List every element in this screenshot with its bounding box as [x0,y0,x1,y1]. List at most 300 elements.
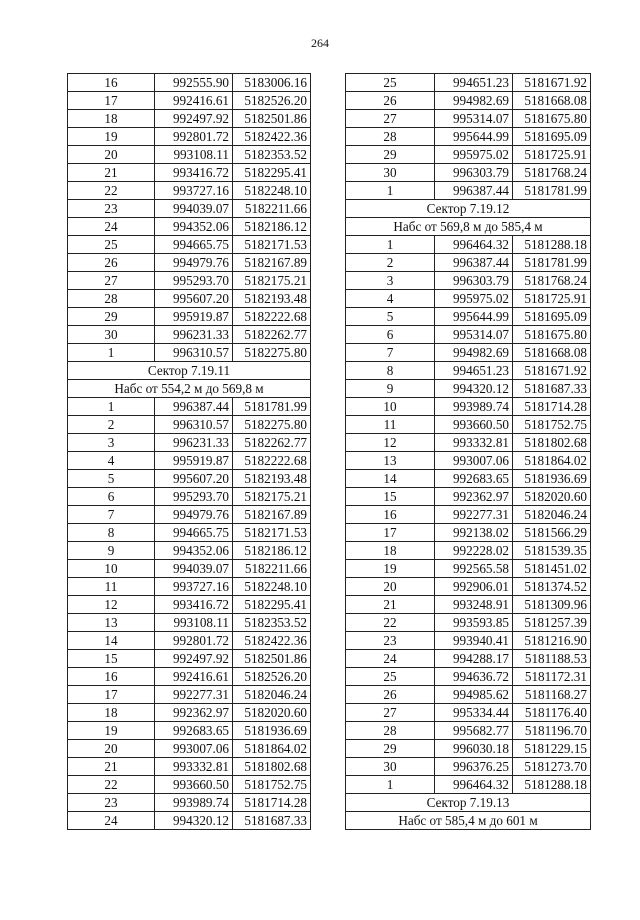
table-row [346,416,591,434]
x-coordinate-cell: 995607.20 [155,470,233,488]
point-number-cell: 8 [68,524,155,542]
point-number-cell: 21 [68,758,155,776]
point-number-cell: 20 [68,146,155,164]
table-row [346,614,591,632]
x-coordinate-cell: 996387.44 [435,182,513,200]
x-coordinate-cell: 993660.50 [435,416,513,434]
point-number-cell: 3 [346,272,435,290]
table-row [346,740,591,758]
x-coordinate-cell: 993007.06 [155,740,233,758]
x-coordinate-cell: 994039.07 [155,200,233,218]
point-number-cell: 14 [346,470,435,488]
point-number-cell: 22 [68,182,155,200]
table-row [68,416,311,434]
y-coordinate-cell: 5182248.10 [233,182,311,200]
table-row [68,632,311,650]
point-number-cell: 28 [346,128,435,146]
x-coordinate-cell: 992362.97 [155,704,233,722]
y-coordinate-cell: 5182193.48 [233,470,311,488]
x-coordinate-cell: 992277.31 [435,506,513,524]
table-row [346,380,591,398]
table-row [346,758,591,776]
point-number-cell: 23 [68,200,155,218]
point-number-cell: 18 [346,542,435,560]
table-row [68,524,311,542]
x-coordinate-cell: 994982.69 [435,92,513,110]
point-number-cell: 2 [68,416,155,434]
table-row [346,488,591,506]
point-number-cell: 29 [68,308,155,326]
table-row [68,254,311,272]
y-coordinate-cell: 5181802.68 [233,758,311,776]
y-coordinate-cell: 5181288.18 [513,776,591,794]
x-coordinate-cell: 996310.57 [155,416,233,434]
y-coordinate-cell: 5181781.99 [513,254,591,272]
sector-height-range: Набс от 554,2 м до 569,8 м [68,380,311,398]
point-number-cell: 19 [346,560,435,578]
y-coordinate-cell: 5181695.09 [513,128,591,146]
y-coordinate-cell: 5182353.52 [233,146,311,164]
y-coordinate-cell: 5181725.91 [513,146,591,164]
y-coordinate-cell: 5181714.28 [233,794,311,812]
x-coordinate-cell: 992138.02 [435,524,513,542]
table-row [346,776,591,794]
y-coordinate-cell: 5181864.02 [233,740,311,758]
x-coordinate-cell: 994651.23 [435,362,513,380]
point-number-cell: 10 [68,560,155,578]
point-number-cell: 24 [346,650,435,668]
table-row [68,470,311,488]
y-coordinate-cell: 5182353.52 [233,614,311,632]
table-row [346,560,591,578]
table-row [68,92,311,110]
x-coordinate-cell: 996303.79 [435,272,513,290]
y-coordinate-cell: 5181257.39 [513,614,591,632]
y-coordinate-cell: 5182262.77 [233,326,311,344]
y-coordinate-cell: 5181725.91 [513,290,591,308]
point-number-cell: 6 [346,326,435,344]
x-coordinate-cell: 996231.33 [155,434,233,452]
x-coordinate-cell: 993727.16 [155,578,233,596]
table-row [346,308,591,326]
point-number-cell: 22 [346,614,435,632]
y-coordinate-cell: 5181752.75 [233,776,311,794]
x-coordinate-cell: 994979.76 [155,254,233,272]
y-coordinate-cell: 5181768.24 [513,164,591,182]
table-row [68,128,311,146]
point-number-cell: 15 [68,650,155,668]
y-coordinate-cell: 5182222.68 [233,452,311,470]
x-coordinate-cell: 993940.41 [435,632,513,650]
table-row [346,578,591,596]
y-coordinate-cell: 5182295.41 [233,596,311,614]
point-number-cell: 19 [68,722,155,740]
table-row [346,542,591,560]
point-number-cell: 24 [68,812,155,830]
table-row [346,272,591,290]
point-number-cell: 28 [346,722,435,740]
sector-title: Сектор 7.19.12 [346,200,591,218]
point-number-cell: 9 [346,380,435,398]
y-coordinate-cell: 5181864.02 [513,452,591,470]
x-coordinate-cell: 995314.07 [435,110,513,128]
y-coordinate-cell: 5181229.15 [513,740,591,758]
x-coordinate-cell: 993660.50 [155,776,233,794]
table-row [68,290,311,308]
point-number-cell: 10 [346,398,435,416]
y-coordinate-cell: 5182186.12 [233,542,311,560]
sector-title-row [68,362,311,380]
x-coordinate-cell: 992416.61 [155,668,233,686]
table-row [68,542,311,560]
y-coordinate-cell: 5181675.80 [513,326,591,344]
table-row [68,560,311,578]
y-coordinate-cell: 5181781.99 [513,182,591,200]
table-row [68,740,311,758]
table-row [346,506,591,524]
y-coordinate-cell: 5182211.66 [233,200,311,218]
point-number-cell: 21 [346,596,435,614]
y-coordinate-cell: 5182501.86 [233,110,311,128]
table-row [68,614,311,632]
table-row [68,812,311,830]
x-coordinate-cell: 993989.74 [155,794,233,812]
y-coordinate-cell: 5182175.21 [233,488,311,506]
x-coordinate-cell: 994665.75 [155,236,233,254]
point-number-cell: 19 [68,128,155,146]
y-coordinate-cell: 5181451.02 [513,560,591,578]
point-number-cell: 16 [346,506,435,524]
point-number-cell: 26 [68,254,155,272]
x-coordinate-cell: 992683.65 [155,722,233,740]
table-row [346,596,591,614]
point-number-cell: 29 [346,740,435,758]
point-number-cell: 17 [68,686,155,704]
point-number-cell: 23 [68,794,155,812]
x-coordinate-cell: 995682.77 [435,722,513,740]
x-coordinate-cell: 992277.31 [155,686,233,704]
table-row [68,578,311,596]
point-number-cell: 1 [346,776,435,794]
table-row [346,686,591,704]
point-number-cell: 18 [68,704,155,722]
y-coordinate-cell: 5181936.69 [513,470,591,488]
point-number-cell: 6 [68,488,155,506]
x-coordinate-cell: 996310.57 [155,344,233,362]
table-row [346,398,591,416]
y-coordinate-cell: 5182171.53 [233,236,311,254]
table-row [68,704,311,722]
point-number-cell: 27 [346,110,435,128]
x-coordinate-cell: 995644.99 [435,128,513,146]
y-coordinate-cell: 5182526.20 [233,668,311,686]
y-coordinate-cell: 5181668.08 [513,92,591,110]
table-row [68,398,311,416]
point-number-cell: 30 [346,758,435,776]
table-row [346,650,591,668]
point-number-cell: 1 [346,182,435,200]
y-coordinate-cell: 5181539.35 [513,542,591,560]
y-coordinate-cell: 5181687.33 [513,380,591,398]
y-coordinate-cell: 5182422.36 [233,632,311,650]
point-number-cell: 12 [68,596,155,614]
point-number-cell: 11 [346,416,435,434]
y-coordinate-cell: 5181168.27 [513,686,591,704]
y-coordinate-cell: 5182167.89 [233,254,311,272]
point-number-cell: 25 [346,74,435,92]
table-row [346,164,591,182]
point-number-cell: 17 [68,92,155,110]
x-coordinate-cell: 993593.85 [435,614,513,632]
coordinates-table-right [345,73,591,830]
table-row [346,452,591,470]
y-coordinate-cell: 5181781.99 [233,398,311,416]
point-number-cell: 5 [68,470,155,488]
y-coordinate-cell: 5181675.80 [513,110,591,128]
sector-title: Сектор 7.19.11 [68,362,311,380]
table-row [346,434,591,452]
y-coordinate-cell: 5181216.90 [513,632,591,650]
table-row [346,182,591,200]
x-coordinate-cell: 992416.61 [155,92,233,110]
x-coordinate-cell: 993332.81 [155,758,233,776]
table-row [68,272,311,290]
x-coordinate-cell: 994039.07 [155,560,233,578]
sector-height-range: Набс от 585,4 м до 601 м [346,812,591,830]
point-number-cell: 20 [346,578,435,596]
point-number-cell: 22 [68,776,155,794]
table-row [68,722,311,740]
table-row [346,110,591,128]
x-coordinate-cell: 992555.90 [155,74,233,92]
y-coordinate-cell: 5181288.18 [513,236,591,254]
y-coordinate-cell: 5181566.29 [513,524,591,542]
x-coordinate-cell: 992565.58 [435,560,513,578]
y-coordinate-cell: 5182193.48 [233,290,311,308]
point-number-cell: 30 [68,326,155,344]
x-coordinate-cell: 996030.18 [435,740,513,758]
x-coordinate-cell: 996387.44 [435,254,513,272]
y-coordinate-cell: 5181176.40 [513,704,591,722]
table-row [68,488,311,506]
x-coordinate-cell: 996387.44 [155,398,233,416]
x-coordinate-cell: 996464.32 [435,776,513,794]
sector-height-range: Набс от 569,8 м до 585,4 м [346,218,591,236]
x-coordinate-cell: 992801.72 [155,632,233,650]
point-number-cell: 17 [346,524,435,542]
y-coordinate-cell: 5182262.77 [233,434,311,452]
y-coordinate-cell: 5181309.96 [513,596,591,614]
page-number: 264 [311,36,329,50]
point-number-cell: 13 [346,452,435,470]
table-row [68,218,311,236]
table-row [346,74,591,92]
y-coordinate-cell: 5181671.92 [513,74,591,92]
x-coordinate-cell: 996303.79 [435,164,513,182]
point-number-cell: 1 [346,236,435,254]
table-row [68,668,311,686]
x-coordinate-cell: 993416.72 [155,596,233,614]
point-number-cell: 7 [68,506,155,524]
y-coordinate-cell: 5181196.70 [513,722,591,740]
table-row [346,704,591,722]
point-number-cell: 16 [68,668,155,686]
x-coordinate-cell: 993727.16 [155,182,233,200]
table-row [68,182,311,200]
sector-title-row [346,794,591,812]
x-coordinate-cell: 994665.75 [155,524,233,542]
y-coordinate-cell: 5182046.24 [513,506,591,524]
point-number-cell: 28 [68,290,155,308]
y-coordinate-cell: 5182171.53 [233,524,311,542]
point-number-cell: 25 [346,668,435,686]
x-coordinate-cell: 992683.65 [435,470,513,488]
table-row [68,308,311,326]
x-coordinate-cell: 992497.92 [155,110,233,128]
point-number-cell: 20 [68,740,155,758]
x-coordinate-cell: 993108.11 [155,614,233,632]
x-coordinate-cell: 994636.72 [435,668,513,686]
x-coordinate-cell: 995919.87 [155,452,233,470]
point-number-cell: 27 [346,704,435,722]
table-row [68,110,311,128]
point-number-cell: 2 [346,254,435,272]
point-number-cell: 4 [68,452,155,470]
point-number-cell: 4 [346,290,435,308]
table-row [68,434,311,452]
table-row [346,668,591,686]
y-coordinate-cell: 5183006.16 [233,74,311,92]
point-number-cell: 11 [68,578,155,596]
table-row [68,452,311,470]
x-coordinate-cell: 994288.17 [435,650,513,668]
y-coordinate-cell: 5181768.24 [513,272,591,290]
x-coordinate-cell: 992362.97 [435,488,513,506]
table-row [68,200,311,218]
x-coordinate-cell: 995975.02 [435,146,513,164]
table-row [346,344,591,362]
point-number-cell: 26 [346,92,435,110]
table-row [346,524,591,542]
table-row [68,758,311,776]
point-number-cell: 12 [346,434,435,452]
point-number-cell: 7 [346,344,435,362]
table-row [68,146,311,164]
y-coordinate-cell: 5181752.75 [513,416,591,434]
table-row [68,776,311,794]
point-number-cell: 25 [68,236,155,254]
x-coordinate-cell: 996376.25 [435,758,513,776]
coordinates-table-left [67,73,311,830]
point-number-cell: 13 [68,614,155,632]
x-coordinate-cell: 995919.87 [155,308,233,326]
x-coordinate-cell: 995607.20 [155,290,233,308]
x-coordinate-cell: 993416.72 [155,164,233,182]
y-coordinate-cell: 5182222.68 [233,308,311,326]
x-coordinate-cell: 995334.44 [435,704,513,722]
x-coordinate-cell: 993108.11 [155,146,233,164]
x-coordinate-cell: 992906.01 [435,578,513,596]
table-row [68,74,311,92]
sector-range-row [346,812,591,830]
x-coordinate-cell: 992497.92 [155,650,233,668]
x-coordinate-cell: 993332.81 [435,434,513,452]
x-coordinate-cell: 994982.69 [435,344,513,362]
table-row [346,722,591,740]
y-coordinate-cell: 5182175.21 [233,272,311,290]
point-number-cell: 16 [68,74,155,92]
table-row [346,290,591,308]
table-row [68,596,311,614]
sector-title: Сектор 7.19.13 [346,794,591,812]
x-coordinate-cell: 994352.06 [155,542,233,560]
y-coordinate-cell: 5181188.53 [513,650,591,668]
x-coordinate-cell: 995644.99 [435,308,513,326]
table-row [68,506,311,524]
y-coordinate-cell: 5182046.24 [233,686,311,704]
table-row [346,128,591,146]
sector-range-row [68,380,311,398]
sector-range-row [346,218,591,236]
y-coordinate-cell: 5182211.66 [233,560,311,578]
table-row [68,794,311,812]
y-coordinate-cell: 5181687.33 [233,812,311,830]
x-coordinate-cell: 995314.07 [435,326,513,344]
x-coordinate-cell: 995975.02 [435,290,513,308]
point-number-cell: 3 [68,434,155,452]
point-number-cell: 8 [346,362,435,380]
table-row [346,254,591,272]
table-row [68,236,311,254]
y-coordinate-cell: 5181172.31 [513,668,591,686]
point-number-cell: 24 [68,218,155,236]
table-row [346,362,591,380]
x-coordinate-cell: 993248.91 [435,596,513,614]
point-number-cell: 27 [68,272,155,290]
point-number-cell: 14 [68,632,155,650]
y-coordinate-cell: 5181695.09 [513,308,591,326]
table-row [346,632,591,650]
x-coordinate-cell: 993989.74 [435,398,513,416]
x-coordinate-cell: 994352.06 [155,218,233,236]
y-coordinate-cell: 5182167.89 [233,506,311,524]
x-coordinate-cell: 994985.62 [435,686,513,704]
x-coordinate-cell: 994320.12 [155,812,233,830]
point-number-cell: 23 [346,632,435,650]
point-number-cell: 5 [346,308,435,326]
sector-title-row [346,200,591,218]
x-coordinate-cell: 994651.23 [435,74,513,92]
point-number-cell: 18 [68,110,155,128]
x-coordinate-cell: 995293.70 [155,272,233,290]
x-coordinate-cell: 994320.12 [435,380,513,398]
y-coordinate-cell: 5182422.36 [233,128,311,146]
point-number-cell: 30 [346,164,435,182]
point-number-cell: 1 [68,344,155,362]
point-number-cell: 21 [68,164,155,182]
y-coordinate-cell: 5181374.52 [513,578,591,596]
table-row [346,92,591,110]
y-coordinate-cell: 5182501.86 [233,650,311,668]
table-row [68,650,311,668]
y-coordinate-cell: 5182295.41 [233,164,311,182]
y-coordinate-cell: 5181671.92 [513,362,591,380]
point-number-cell: 15 [346,488,435,506]
x-coordinate-cell: 992801.72 [155,128,233,146]
point-number-cell: 29 [346,146,435,164]
y-coordinate-cell: 5182275.80 [233,344,311,362]
y-coordinate-cell: 5182186.12 [233,218,311,236]
